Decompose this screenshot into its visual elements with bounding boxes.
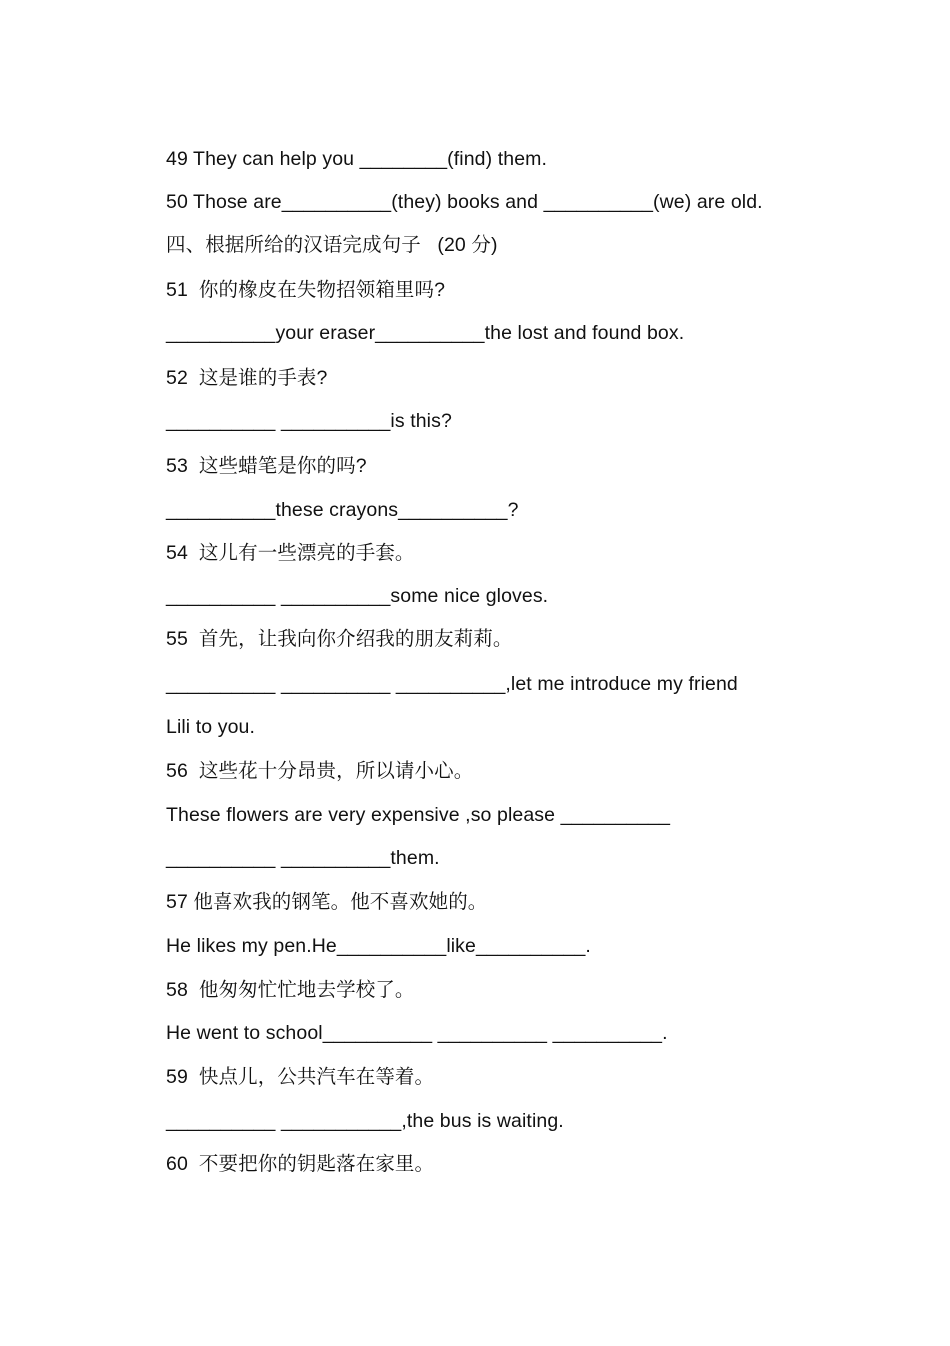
question-57-prompt: 57 他喜欢我的钢笔。他不喜欢她的。 (166, 891, 488, 913)
question-54-prompt: 54 这儿有一些漂亮的手套。 (166, 542, 415, 564)
question-50: 50 Those are__________(they) books and __________(we) are old. (166, 191, 763, 213)
question-57-answer: He likes my pen.He__________like__________. (166, 935, 591, 957)
question-55-answer: __________ __________ __________,let me introduce my friend (166, 673, 738, 695)
question-58-prompt: 58 他匆匆忙忙地去学校了。 (166, 979, 415, 1001)
question-53-answer: __________these crayons__________? (166, 499, 519, 521)
question-51-prompt: 51 你的橡皮在失物招领箱里吗? (166, 279, 446, 301)
question-59-answer: __________ ___________,the bus is waiting. (166, 1110, 564, 1132)
question-55-answer-cont: Lili to you. (166, 716, 255, 738)
question-56-answer-cont: __________ __________them. (166, 847, 440, 869)
question-55-prompt: 55 首先，让我向你介绍我的朋友莉莉。 (166, 628, 513, 650)
question-56-prompt: 56 这些花十分昂贵，所以请小心。 (166, 760, 474, 782)
question-60-prompt: 60 不要把你的钥匙落在家里。 (166, 1153, 435, 1175)
question-58-answer: He went to school__________ __________ __________. (166, 1022, 668, 1044)
question-53-prompt: 53 这些蜡笔是你的吗? (166, 455, 367, 477)
question-51-answer: __________your eraser__________the lost and found box. (166, 322, 685, 344)
section-heading-4: 四、根据所给的汉语完成句子 (20 分) (166, 234, 498, 256)
question-52-prompt: 52 这是谁的手表? (166, 367, 328, 389)
question-49: 49 They can help you ________(find) them. (166, 148, 547, 170)
question-54-answer: __________ __________some nice gloves. (166, 585, 549, 607)
question-59-prompt: 59 快点儿，公共汽车在等着。 (166, 1066, 435, 1088)
question-52-answer: __________ __________is this? (166, 410, 452, 432)
question-56-answer: These flowers are very expensive ,so please __________ (166, 804, 671, 826)
